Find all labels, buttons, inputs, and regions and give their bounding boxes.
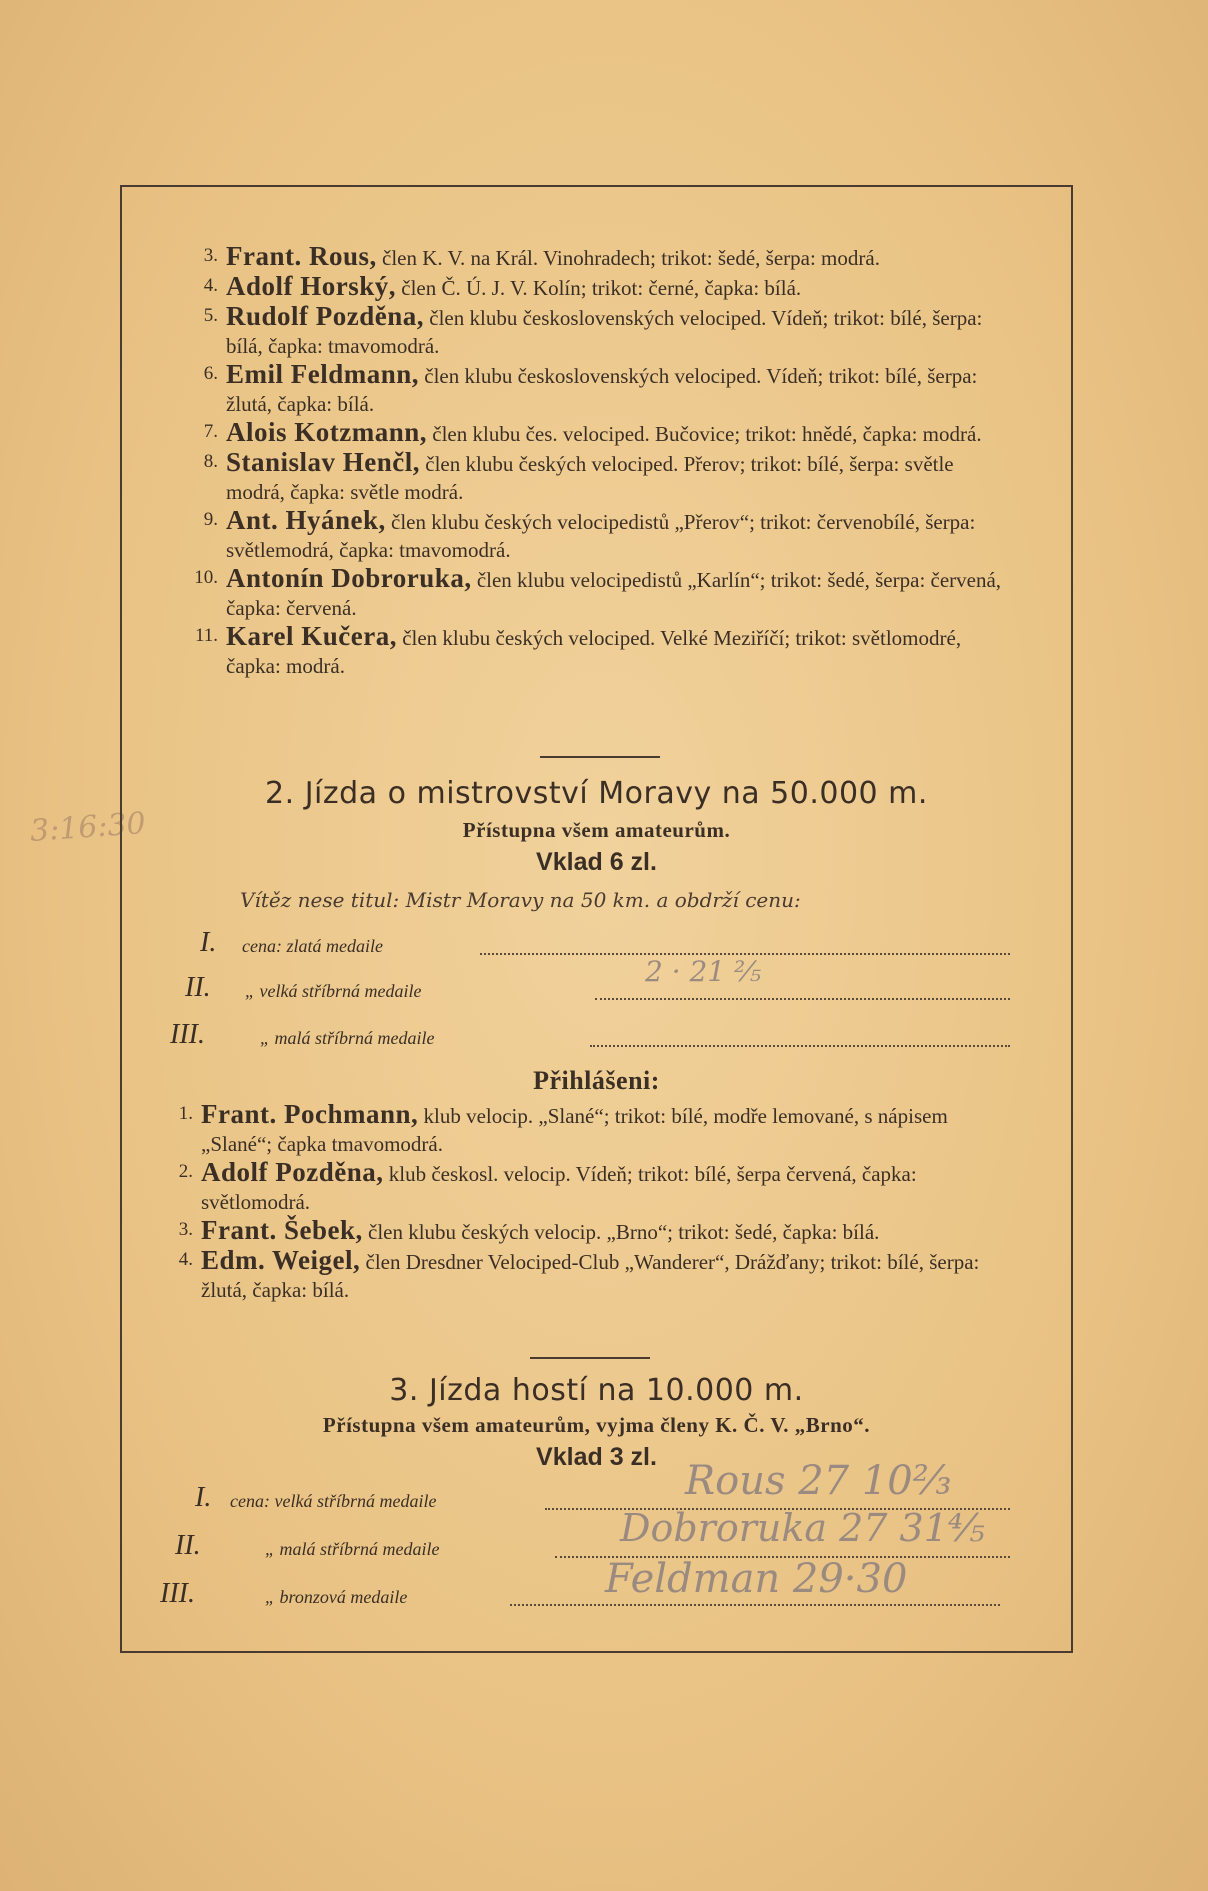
race3-result-2: Dobroruka 27 31⅘ [620, 1506, 985, 1550]
prize-dotted-line [595, 998, 1010, 1000]
registered-list [171, 1100, 1011, 1304]
registered-1: 1. Frant. Pochmann, klub velocip. „Slané“; trikot: bílé, modře lemované, s nápisem „Slané“; čapka tmavomodrá. [178, 1099, 948, 1156]
divider-rule [530, 1357, 650, 1359]
race2-access: Přístupna všem amateurům. [462, 818, 731, 842]
entry-10: 10. Antonín Dobroruka, člen klubu velocipedistů „Karlín“; trikot: šedé, šerpa: červená, čapka: červená. [194, 563, 1002, 620]
prize-dotted-line [590, 1045, 1010, 1047]
prize-rank: II. [175, 1530, 201, 1561]
race3-title: 3. Jízda hostí na 10.000 m. [389, 1373, 804, 1408]
prize-rank: III. [170, 1019, 205, 1050]
registered-heading: Přihlášeni: [533, 1066, 660, 1095]
race3-fee: Vklad 3 zl. [536, 1443, 657, 1471]
prize-rank: I. [195, 1482, 212, 1513]
registered-2: 2. Adolf Pozděna, klub českosl. velocip. Vídeň; trikot: bílé, šerpa červená, čapka: světlomodrá. [178, 1157, 917, 1214]
entry-5: 5. Rudolf Pozděna, člen klubu československých velociped. Vídeň; trikot: bílé, šerpa: bílá, čapka: tmavomodrá. [203, 301, 983, 358]
pencil-margin-note: 3:16:30 [28, 806, 147, 849]
prize-rank: I. [200, 927, 217, 958]
prize-rank: III. [160, 1578, 195, 1609]
race2-intro: Vítěz nese titul: Mistr Moravy na 50 km. a obdrží cenu: [240, 888, 801, 912]
entry-4: 4. Adolf Horský, člen Č. Ú. J. V. Kolín; trikot: černé, čapka: bílá. [203, 271, 802, 301]
entry-7: 7. Alois Kotzmann, člen klubu čes. velociped. Bučovice; trikot: hnědé, čapka: modrá. [203, 417, 982, 447]
registered-3: 3. Frant. Šebek, člen klubu českých velocip. „Brno“; trikot: šedé, čapka: bílá. [178, 1215, 880, 1245]
race3-access: Přístupna všem amateurům, vyjma členy K. Č. V. „Brno“. [322, 1413, 871, 1437]
prize-rank: II. [185, 972, 211, 1003]
entry-11: 11. Karel Kučera, člen klubu českých velociped. Velké Meziříčí; trikot: světlomodré, čapka: modrá. [194, 621, 962, 678]
divider-rule [540, 756, 660, 758]
race3-result-1: Rous 27 10⅔ [685, 1458, 952, 1504]
entry-9: 9. Ant. Hyánek, člen klubu českých velocipedistů „Přerov“; trikot: červenobílé, šerpa: světlemodrá, čapka: tmavomodrá. [203, 505, 976, 562]
race2-title: 2. Jízda o mistrovství Moravy na 50.000 m. [265, 776, 928, 811]
entries-list-top [196, 242, 1016, 680]
entry-6: 6. Emil Feldmann, člen klubu československých velociped. Vídeň; trikot: bílé, šerpa: žlutá, čapka: bílá. [203, 359, 978, 416]
race2-fee: Vklad 6 zl. [536, 848, 657, 876]
race3-result-3: Feldman 29·30 [605, 1556, 908, 1602]
prize-desc: „ velká stříbrná medaile [245, 981, 422, 1001]
prize-desc: cena: zlatá medaile [242, 936, 383, 956]
prize-dotted-line [510, 1604, 1000, 1606]
race2-prize-1 [200, 925, 1010, 965]
prize-desc: „ malá stříbrná medaile [260, 1028, 435, 1048]
race2-pencil-note: 2 · 21 ⅖ [645, 955, 762, 988]
registered-4: 4. Edm. Weigel, člen Dresdner Velociped-Club „Wanderer“, Drážďany; trikot: bílé, šerpa: žlutá, čapka: bílá. [178, 1245, 980, 1302]
entry-8: 8. Stanislav Henčl, člen klubu českých velociped. Přerov; trikot: bílé, šerpa: světle modrá, čapka: světle modrá. [203, 447, 954, 504]
prize-desc: „ bronzová medaile [265, 1587, 408, 1607]
entry-3: 3. Frant. Rous, člen K. V. na Král. Vinohradech; trikot: šedé, šerpa: modrá. [203, 241, 880, 271]
race2-prize-3 [170, 1017, 1010, 1057]
prize-desc: „ malá stříbrná medaile [265, 1539, 440, 1559]
race2-prize-2 [185, 970, 1010, 1010]
prize-desc: cena: velká stříbrná medaile [230, 1491, 437, 1511]
